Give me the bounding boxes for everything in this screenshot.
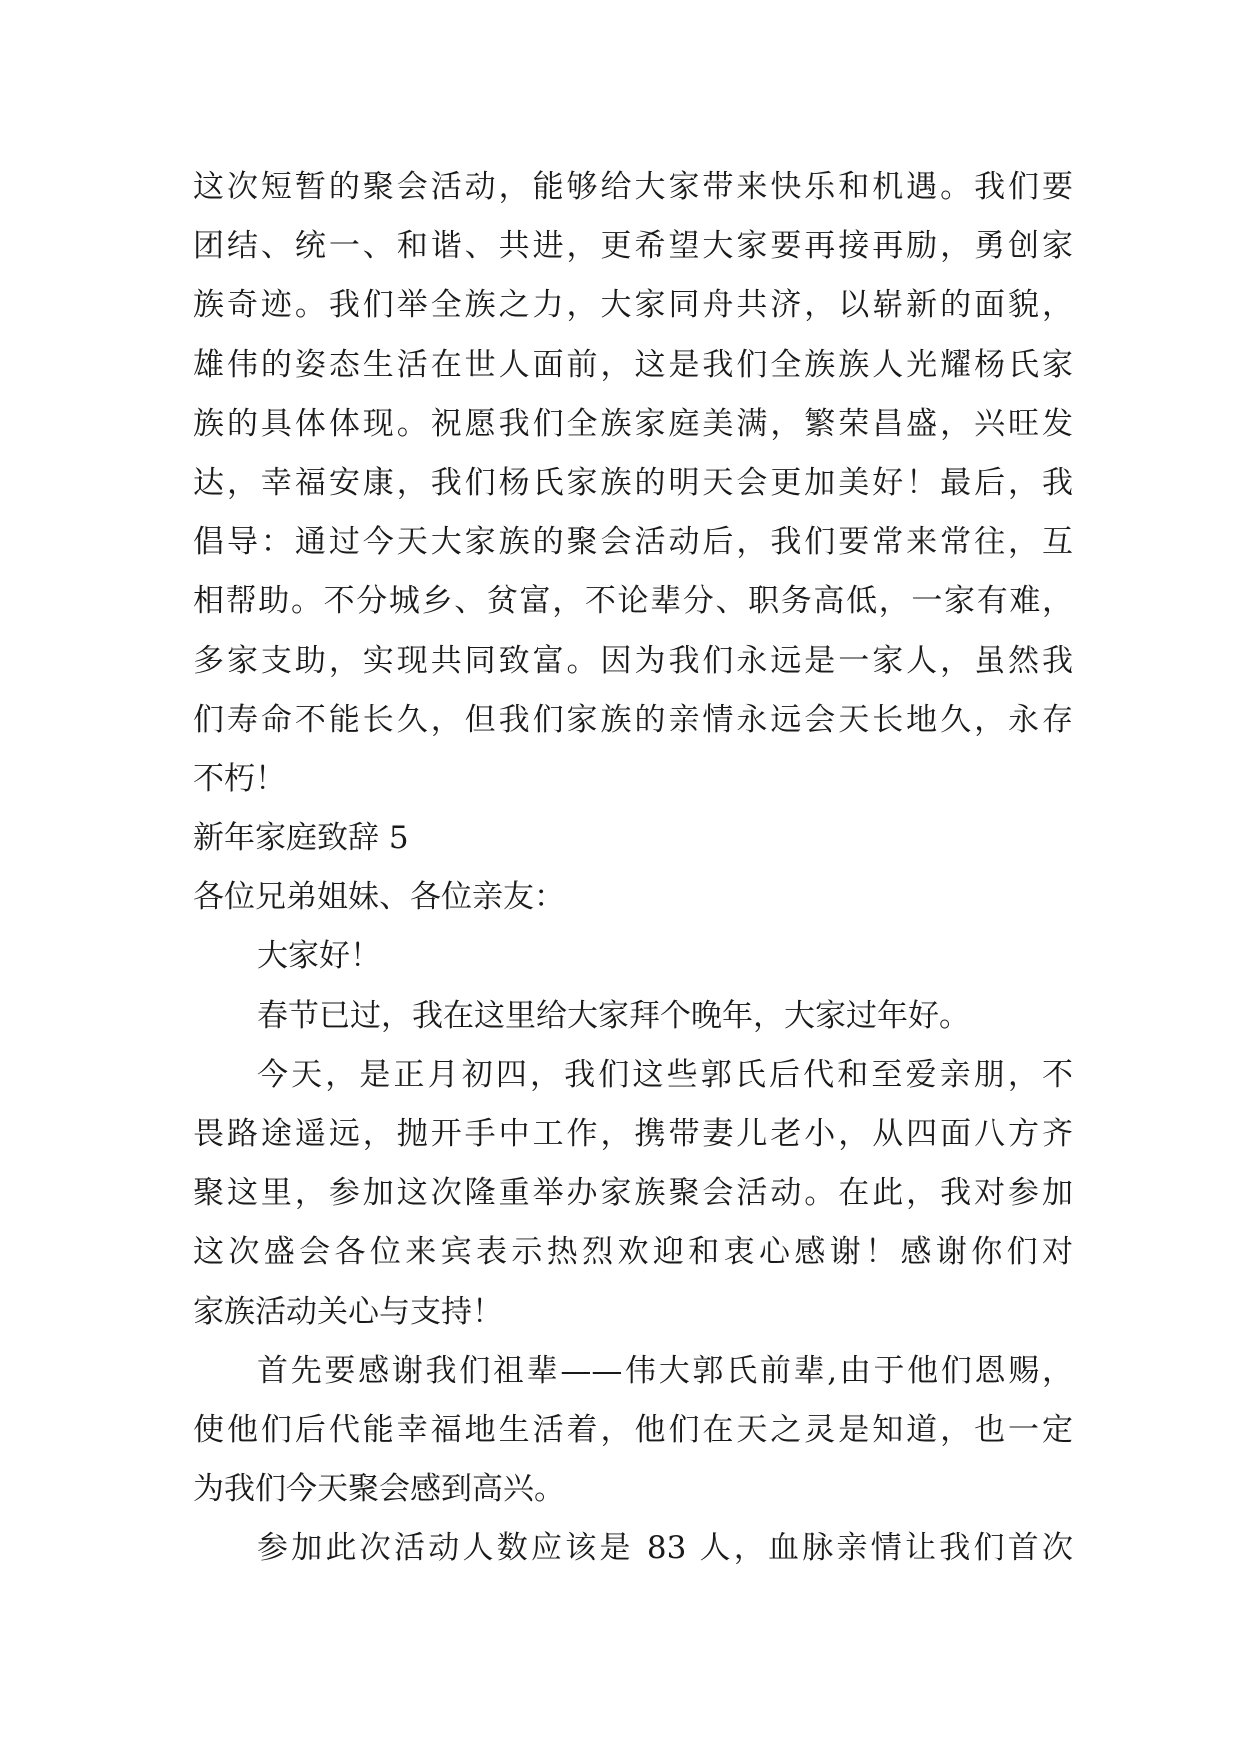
text-line: 家族活动关心与支持！ [193,1293,503,1330]
text-line: 为我们今天聚会感到高兴。 [193,1471,565,1508]
text-line: 畏路途遥远，抛开手中工作，携带妻儿老小，从四面八方齐 [193,1116,1073,1152]
text-line: 族奇迹。我们举全族之力，大家同舟共济，以崭新的面貌， [193,287,1073,324]
text-line: 团结、统一、和谐、共进，更希望大家要再接再励，勇创家 [193,228,1073,265]
text-line: 倡导：通过今天大家族的聚会活动后，我们要常来常往，互 [193,524,1073,561]
text-line: 大家好！ [257,938,381,975]
text-line: 各位兄弟姐妹、各位亲友： [193,879,565,916]
text-line: 这次短暂的聚会活动，能够给大家带来快乐和机遇。我们要 [193,169,1073,205]
text-line: 今天，是正月初四，我们这些郭氏后代和至爱亲朋，不 [257,1056,1073,1093]
text-line: 这次盛会各位来宾表示热烈欢迎和衷心感谢！感谢你们对 [193,1234,1073,1271]
text-line: 聚这里，参加这次隆重举办家族聚会活动。在此，我对参加 [193,1175,1073,1212]
text-line: 族的具体体现。祝愿我们全族家庭美满，繁荣昌盛，兴旺发 [193,405,1073,442]
text-line: 新年家庭致辞 5 [193,820,409,857]
text-line: 们寿命不能长久，但我们家族的亲情永远会天长地久，永存 [193,701,1073,738]
text-line: 首先要感谢我们祖辈——伟大郭氏前辈,由于他们恩赐， [257,1352,1073,1389]
text-line: 使他们后代能幸福地生活着，他们在天之灵是知道，也一定 [193,1411,1073,1448]
document-body [193,158,1073,1579]
text-line: 达，幸福安康，我们杨氏家族的明天会更加美好！最后，我 [193,464,1073,501]
text-line: 相帮助。不分城乡、贫富，不论辈分、职务高低，一家有难， [193,583,1073,620]
text-line: 多家支助，实现共同致富。因为我们永远是一家人，虽然我 [193,642,1073,679]
text-line: 不朽！ [193,760,286,797]
text-line: 参加此次活动人数应该是 83 人，血脉亲情让我们首次 [257,1530,1073,1567]
text-line: 雄伟的姿态生活在世人面前，这是我们全族族人光耀杨氏家 [193,346,1073,383]
text-line: 春节已过，我在这里给大家拜个晚年，大家过年好。 [257,997,970,1034]
